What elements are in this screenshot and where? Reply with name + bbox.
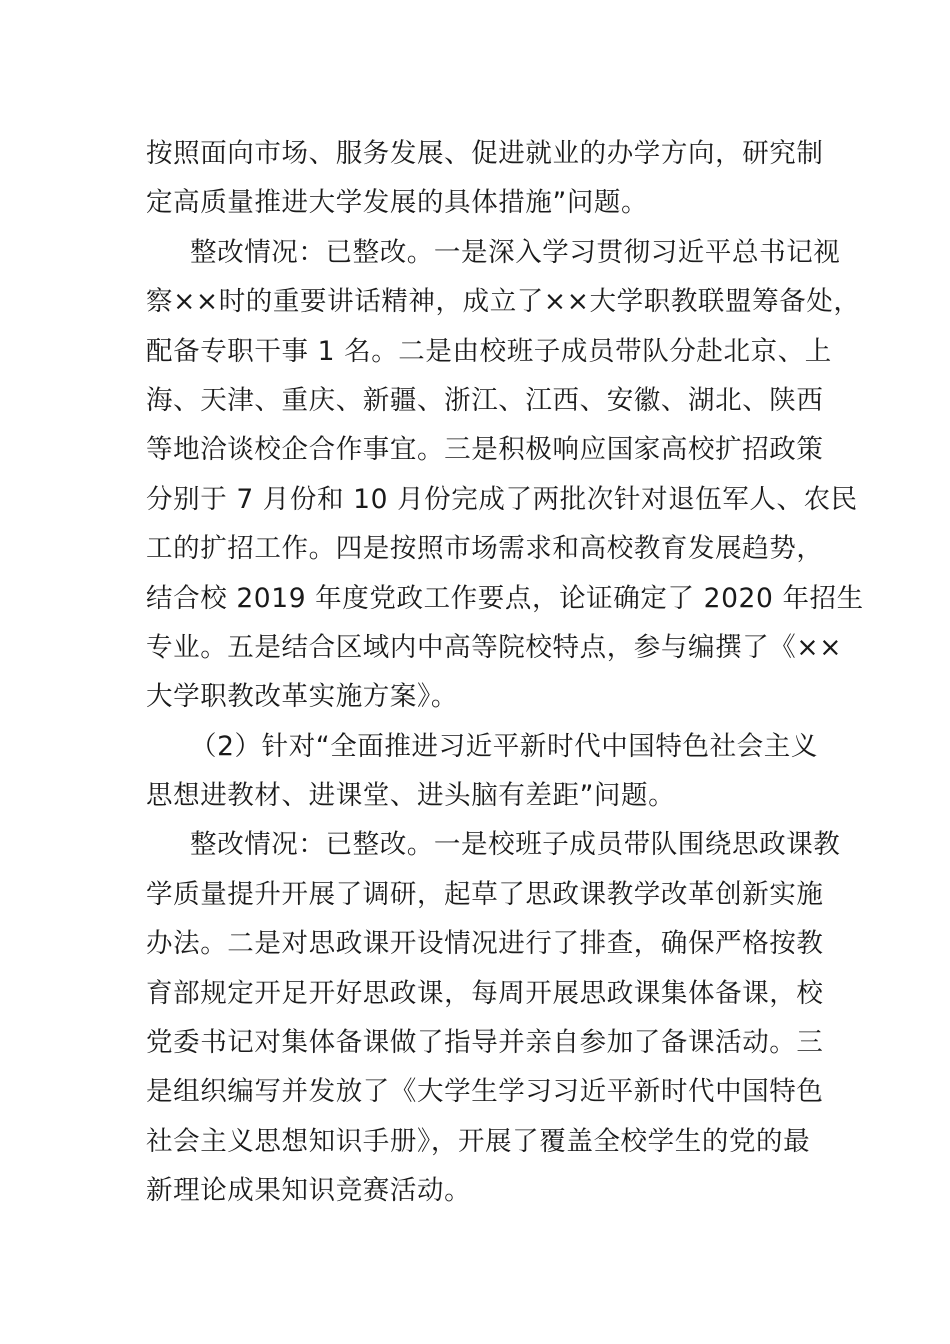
text-line: 察××时的重要讲话精神，成立了××大学职教联盟筹备处，: [146, 286, 861, 318]
text-line: 思想进教材、进课堂、进头脑有差距”问题。: [146, 780, 676, 812]
text-line: 党委书记对集体备课做了指导并亲自参加了备课活动。三: [146, 1027, 824, 1059]
text-line: 结合校 2019 年度党政工作要点，论证确定了 2020 年招生: [146, 582, 864, 614]
text-line: 整改情况：已整改。一是深入学习贯彻习近平总书记视: [190, 236, 841, 268]
text-line: 按照面向市场、服务发展、促进就业的办学方向，研究制: [146, 138, 824, 169]
text-line: 育部规定开足开好思政课，每周开展思政课集体备课，校: [146, 977, 824, 1009]
text-line: 大学职教改革实施方案》。: [146, 681, 458, 713]
text-line: 社会主义思想知识手册》，开展了覆盖全校学生的党的最: [146, 1125, 811, 1157]
text-line: 整改情况：已整改。一是校班子成员带队围绕思政课教: [190, 829, 841, 861]
text-line: 是组织编写并发放了《大学生学习习近平新时代中国特色: [146, 1076, 824, 1108]
paragraph-2: [146, 228, 864, 722]
text-line: 定高质量推进大学发展的具体措施”问题。: [146, 187, 649, 219]
paragraph-4: [146, 820, 841, 1215]
text-line: 办法。二是对思政课开设情况进行了排查，确保严格按教: [146, 928, 824, 960]
text-line: 学质量提升开展了调研，起草了思政课教学改革创新实施: [146, 878, 824, 910]
text-line: 配备专职干事 1 名。二是由校班子成员带队分赴北京、上: [146, 335, 832, 367]
text-line: 新理论成果知识竞赛活动。: [146, 1175, 472, 1207]
text-line: 分别于 7 月份和 10 月份完成了两批次针对退伍军人、农民: [146, 483, 858, 515]
text-line: 等地洽谈校企合作事宜。三是积极响应国家高校扩招政策: [146, 434, 824, 466]
paragraph-1: [146, 129, 826, 228]
text-line: 专业。五是结合区域内中高等院校特点，参与编撰了《××: [146, 631, 843, 663]
text-line: 海、天津、重庆、新疆、浙江、江西、安徽、湖北、陕西: [146, 384, 824, 416]
text-line: （2）针对“全面推进习近平新时代中国特色社会主义: [190, 730, 818, 762]
text-line: 工的扩招工作。四是按照市场需求和高校教育发展趋势，: [146, 533, 824, 565]
paragraph-3: [146, 722, 826, 821]
document-body: [146, 129, 864, 1216]
